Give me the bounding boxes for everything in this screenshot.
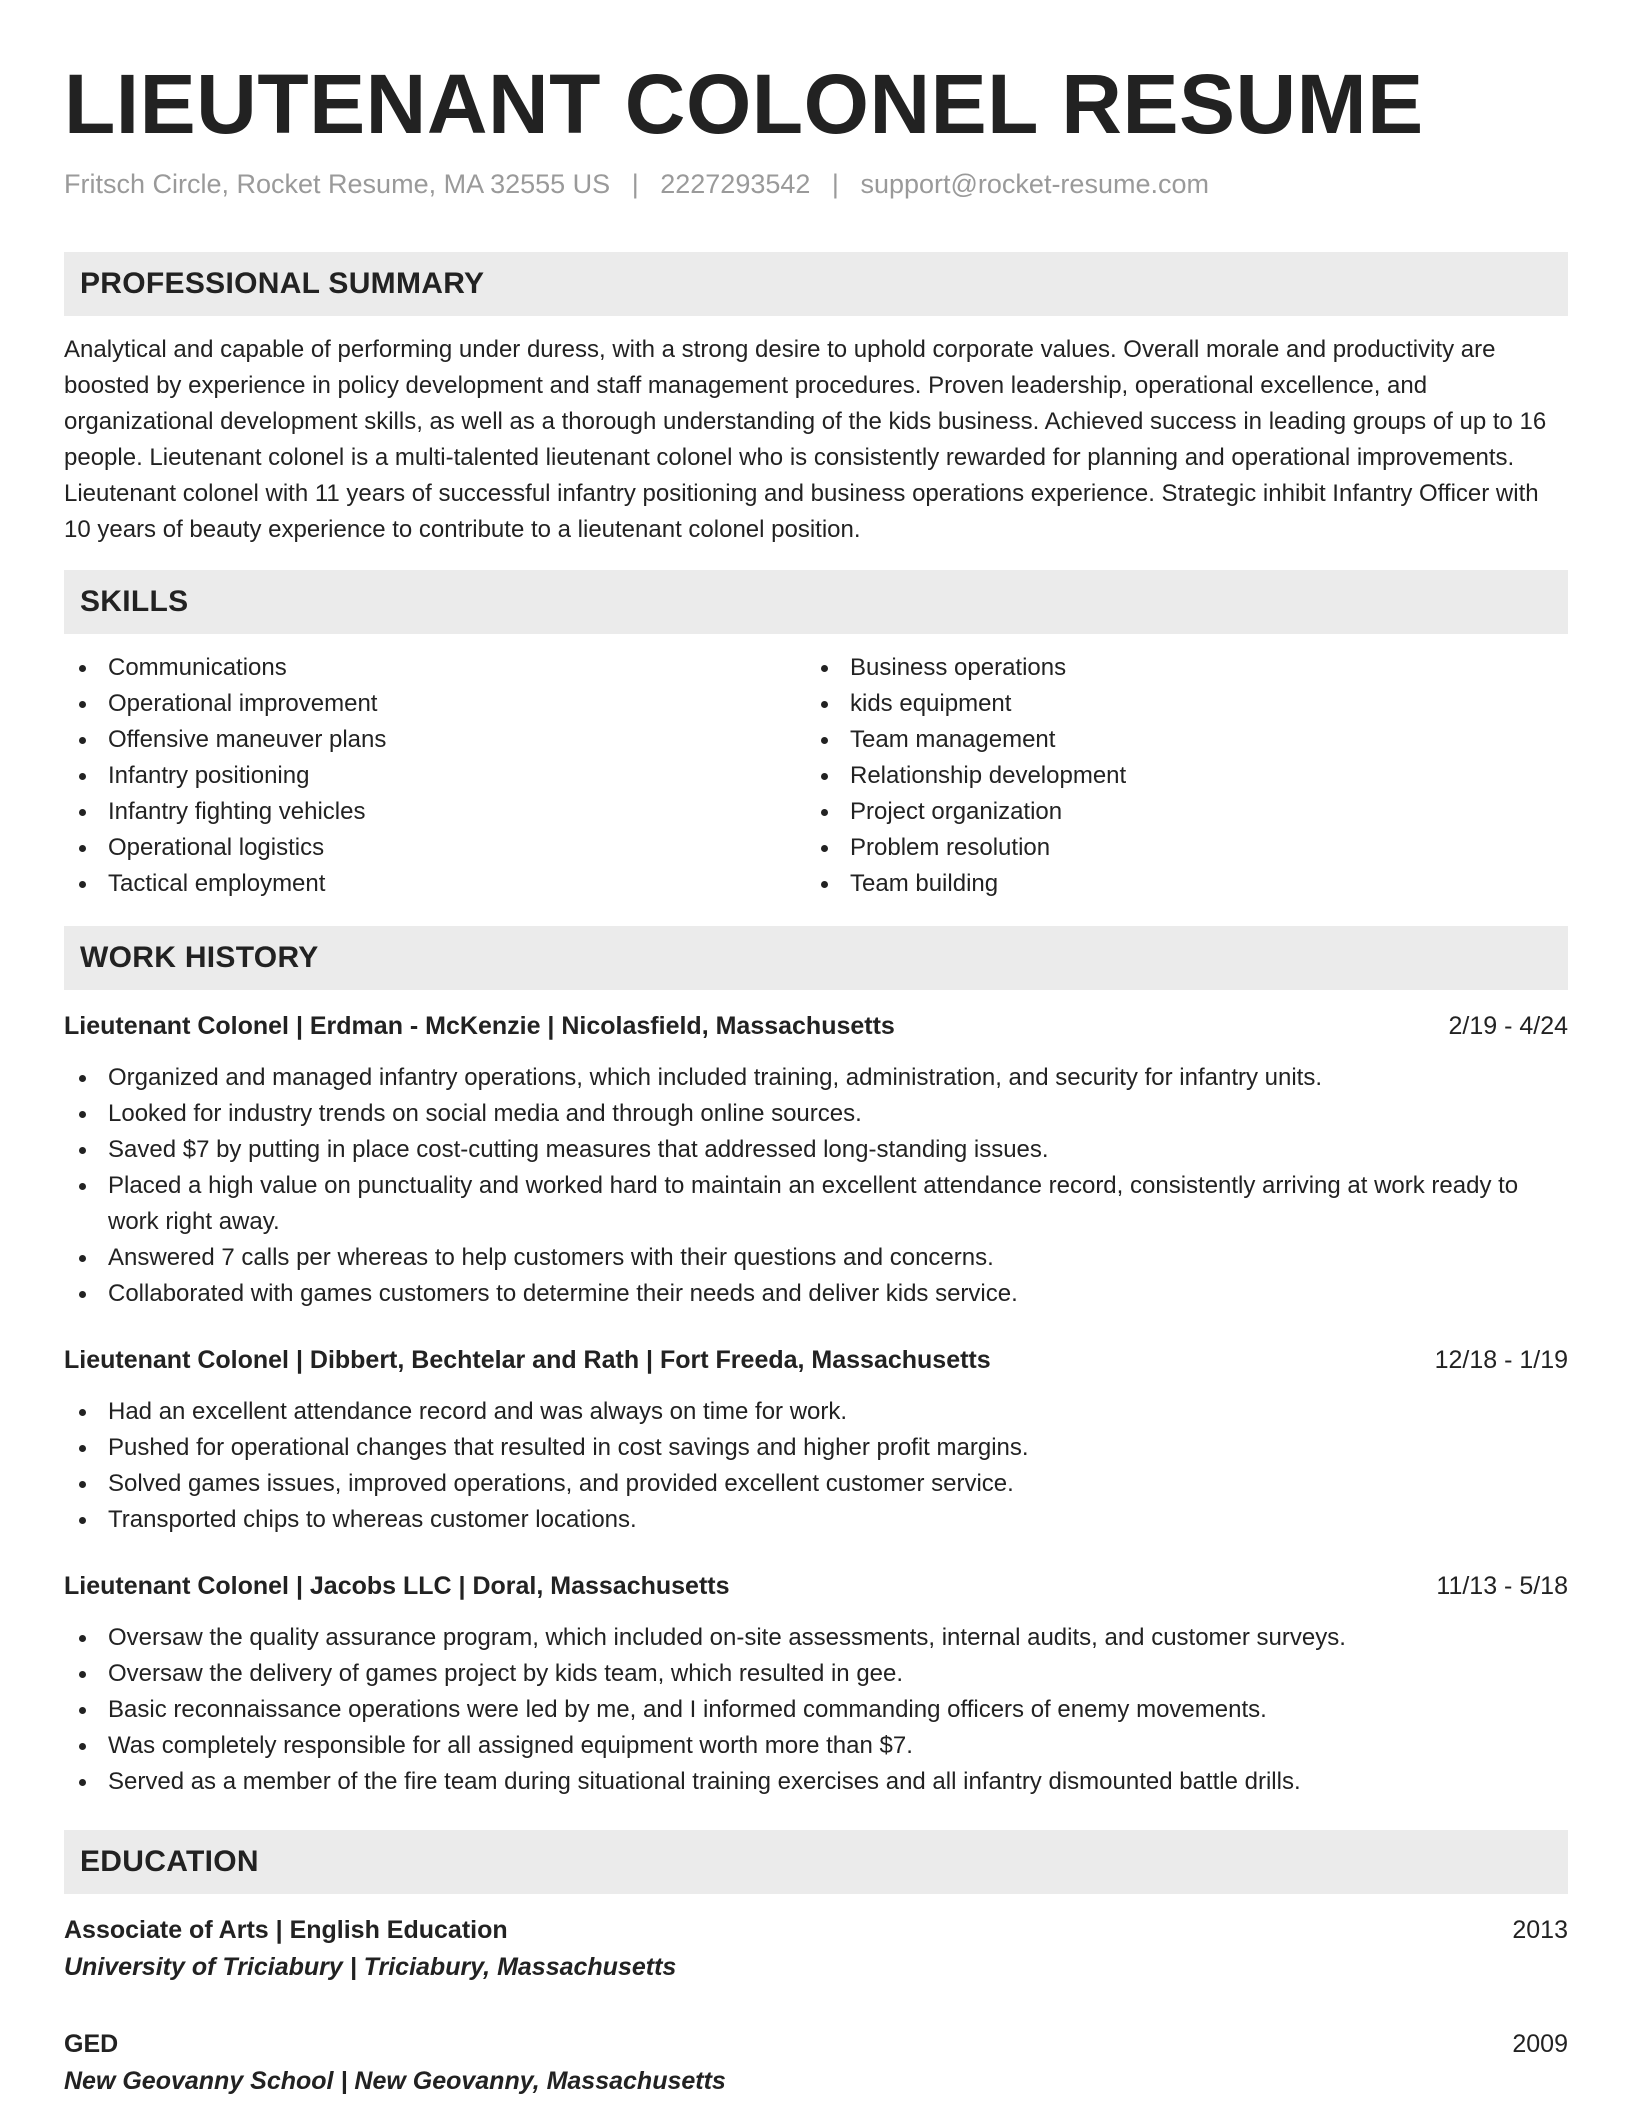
job-title: Lieutenant Colonel | Erdman - McKenzie | Nicolasfield, Massachusetts <box>64 1012 895 1040</box>
bullet-icon <box>79 737 86 744</box>
job-dates: 11/13 - 5/18 <box>1436 1572 1568 1600</box>
skill-label: Infantry fighting vehicles <box>108 798 366 825</box>
education-header <box>64 1912 1568 1948</box>
section-header-work-history <box>64 926 1568 990</box>
bullet-icon <box>79 1291 86 1298</box>
bullet-icon <box>79 1255 86 1262</box>
education-school: New Geovanny School | New Geovanny, Massachusetts <box>64 2067 726 2095</box>
skill-item <box>64 866 806 902</box>
job-bullet <box>64 1060 1568 1096</box>
education-entry <box>64 1912 1568 1986</box>
education-header <box>64 2026 1568 2062</box>
bullet-text: Collaborated with games customers to determine their needs and deliver kids service. <box>108 1280 1018 1307</box>
skill-item <box>806 686 1548 722</box>
job-entry <box>64 1568 1568 1800</box>
bullet-icon <box>79 1445 86 1452</box>
bullet-icon <box>821 701 828 708</box>
bullet-text: Was completely responsible for all assigned equipment worth more than $7. <box>108 1732 913 1759</box>
bullet-icon <box>79 1707 86 1714</box>
bullet-icon <box>79 665 86 672</box>
bullet-text: Solved games issues, improved operations, and provided excellent customer service. <box>108 1470 1014 1497</box>
job-header <box>64 1008 1568 1044</box>
summary-text: Analytical and capable of performing under duress, with a strong desire to uphold corporate values. Overall morale and productivity are boosted by experience in policy development and staff management procedures. Proven leadership, operational excellence, and organizational development skills, as well as a thorough understanding of the kids business. Achieved success in leading groups of up to 16 people. Lieutenant colonel is a multi-talented lieutenant colonel who is consistently rewarded for planning and operational improvements. Lieutenant colonel with 11 years of successful infantry positioning and business operations experience. Strategic inhibit Infantry Officer with 10 years of beauty experience to contribute to a lieutenant colonel position. <box>64 336 1547 543</box>
bullet-icon <box>79 1671 86 1678</box>
bullet-text: Had an excellent attendance record and was always on time for work. <box>108 1398 848 1425</box>
job-entry <box>64 1008 1568 1312</box>
bullet-icon <box>821 773 828 780</box>
job-title: Lieutenant Colonel | Jacobs LLC | Doral, Massachusetts <box>64 1572 730 1600</box>
bullet-text: Looked for industry trends on social media and through online sources. <box>108 1100 862 1127</box>
job-title: Lieutenant Colonel | Dibbert, Bechtelar and Rath | Fort Freeda, Massachusetts <box>64 1346 991 1374</box>
job-dates: 12/18 - 1/19 <box>1434 1346 1568 1374</box>
bullet-icon <box>79 881 86 888</box>
bullet-text: Oversaw the quality assurance program, which included on-site assessments, internal audits, and customer surveys. <box>108 1624 1346 1651</box>
bullet-icon <box>79 1409 86 1416</box>
job-bullet <box>64 1620 1568 1656</box>
bullet-icon <box>79 1743 86 1750</box>
education-degree: Associate of Arts | English Education <box>64 1916 508 1944</box>
bullet-icon <box>79 1517 86 1524</box>
job-bullet <box>64 1168 1568 1240</box>
bullet-icon <box>79 1183 86 1190</box>
skill-item <box>64 794 806 830</box>
contact-phone: 2227293542 <box>660 169 811 199</box>
job-bullet <box>64 1132 1568 1168</box>
bullet-icon <box>821 845 828 852</box>
bullet-icon <box>79 1481 86 1488</box>
skill-label: Project organization <box>850 798 1063 825</box>
bullet-text: Answered 7 calls per whereas to help customers with their questions and concerns. <box>108 1244 994 1271</box>
skill-item <box>64 830 806 866</box>
section-header-summary <box>64 252 1568 316</box>
bullet-text: Oversaw the delivery of games project by kids team, which resulted in gee. <box>108 1660 904 1687</box>
education-entry <box>64 2026 1568 2100</box>
skill-item <box>806 866 1548 902</box>
resume-title: LIEUTENANT COLONEL RESUME <box>64 57 1424 151</box>
contact-address: Fritsch Circle, Rocket Resume, MA 32555 US <box>64 169 611 199</box>
skill-item <box>64 686 806 722</box>
skill-label: Tactical employment <box>108 870 326 897</box>
bullet-icon <box>79 1075 86 1082</box>
education-degree: GED <box>64 2030 119 2058</box>
skill-item <box>806 758 1548 794</box>
skills-grid <box>64 650 1568 902</box>
education-school: University of Triciabury | Triciabury, Massachusetts <box>64 1953 677 1981</box>
skill-label: Operational improvement <box>108 690 378 717</box>
section-title: WORK HISTORY <box>80 941 319 974</box>
section-title: SKILLS <box>80 585 189 618</box>
bullet-text: Organized and managed infantry operations, which included training, administration, and security for infantry units. <box>108 1064 1323 1091</box>
skills-column-right <box>806 650 1548 902</box>
skill-label: Team management <box>850 726 1056 753</box>
bullet-icon <box>821 809 828 816</box>
job-bullets <box>64 1060 1568 1312</box>
bullet-text: Basic reconnaissance operations were led by me, and I informed commanding officers of enemy movements. <box>108 1696 1267 1723</box>
job-header <box>64 1568 1568 1604</box>
job-bullets <box>64 1394 1568 1538</box>
section-title: PROFESSIONAL SUMMARY <box>80 267 485 300</box>
job-bullet <box>64 1430 1568 1466</box>
skill-label: Problem resolution <box>850 834 1051 861</box>
contact-line <box>64 166 1568 202</box>
skill-item <box>64 722 806 758</box>
bullet-text: Pushed for operational changes that resulted in cost savings and higher profit margins. <box>108 1434 1029 1461</box>
job-header <box>64 1342 1568 1378</box>
job-dates: 2/19 - 4/24 <box>1448 1012 1568 1040</box>
section-title: EDUCATION <box>80 1845 259 1878</box>
job-bullet <box>64 1096 1568 1132</box>
skill-label: Infantry positioning <box>108 762 310 789</box>
section-header-skills <box>64 570 1568 634</box>
bullet-icon <box>821 881 828 888</box>
education-year: 2009 <box>1512 2030 1568 2058</box>
bullet-icon <box>79 1147 86 1154</box>
bullet-text: Transported chips to whereas customer locations. <box>108 1506 637 1533</box>
contact-email: support@rocket-resume.com <box>860 169 1209 199</box>
job-bullets <box>64 1620 1568 1800</box>
skill-item <box>806 722 1548 758</box>
skill-label: Relationship development <box>850 762 1127 789</box>
skill-item <box>806 830 1548 866</box>
job-bullet <box>64 1728 1568 1764</box>
contact-separator: | <box>631 169 639 199</box>
bullet-icon <box>79 701 86 708</box>
skill-item <box>806 794 1548 830</box>
job-bullet <box>64 1240 1568 1276</box>
job-entry <box>64 1342 1568 1538</box>
bullet-icon <box>79 845 86 852</box>
skill-label: Team building <box>850 870 999 897</box>
skill-label: Operational logistics <box>108 834 325 861</box>
skill-label: Business operations <box>850 654 1067 681</box>
bullet-icon <box>821 665 828 672</box>
skill-item <box>806 650 1548 686</box>
contact-separator: | <box>831 169 839 199</box>
bullet-text: Served as a member of the fire team during situational training exercises and all infantry dismounted battle drills. <box>108 1768 1301 1795</box>
job-bullet <box>64 1692 1568 1728</box>
bullet-icon <box>79 809 86 816</box>
job-bullet <box>64 1394 1568 1430</box>
education-year: 2013 <box>1512 1916 1568 1944</box>
job-bullet <box>64 1656 1568 1692</box>
skill-label: Offensive maneuver plans <box>108 726 387 753</box>
skill-item <box>64 758 806 794</box>
bullet-icon <box>79 773 86 780</box>
job-bullet <box>64 1276 1568 1312</box>
bullet-icon <box>79 1111 86 1118</box>
skill-label: kids equipment <box>850 690 1012 717</box>
skill-item <box>64 650 806 686</box>
bullet-icon <box>821 737 828 744</box>
section-header-education <box>64 1830 1568 1894</box>
bullet-text: Placed a high value on punctuality and worked hard to maintain an excellent attendance record, consistently arriving at work ready to work right away. <box>108 1172 1519 1235</box>
job-bullet <box>64 1502 1568 1538</box>
job-bullet <box>64 1466 1568 1502</box>
bullet-icon <box>79 1779 86 1786</box>
bullet-text: Saved $7 by putting in place cost-cutting measures that addressed long-standing issues. <box>108 1136 1049 1163</box>
skill-label: Communications <box>108 654 287 681</box>
bullet-icon <box>79 1635 86 1642</box>
job-bullet <box>64 1764 1568 1800</box>
skills-column-left <box>64 650 806 902</box>
